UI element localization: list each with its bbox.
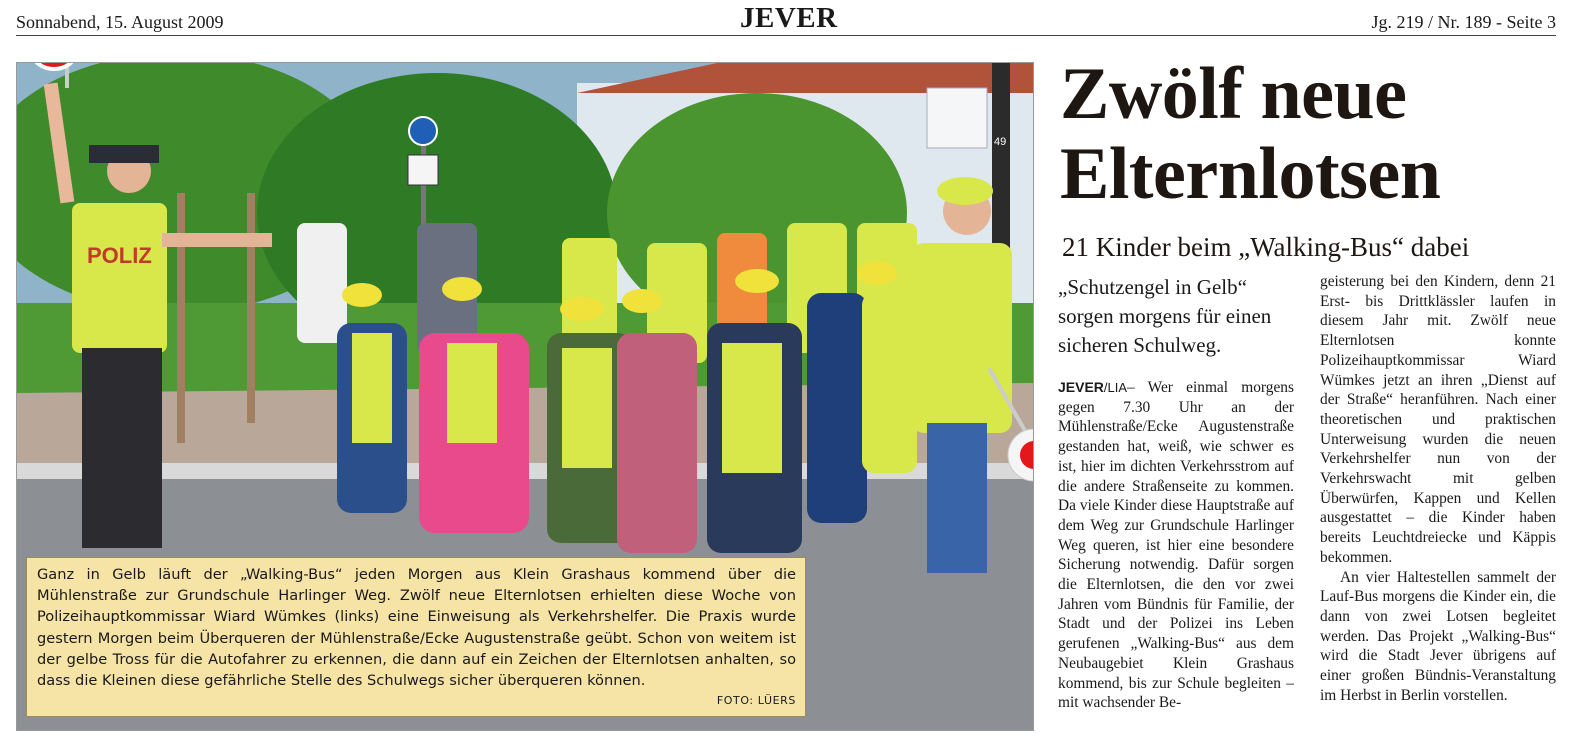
body-text-col1: – Wer einmal morgens gegen 7.30 Uhr an der Mühlenstraße/Ecke Augustenstraße gestanden hat, weiß, wie schwer es ist, hier im dichten Verkehrsstrom auf die andere Straßenseite zu kommen. Da viele Kinder diese Hauptstraße auf dem Weg zur Grundschule Harlinger Weg queren, ist hier eine besondere Sicherung notwendig. Dafür sorgen die Elternlotsen, die den vor zwei Jahren vom Bündnis für Familie, der Stadt und der Polizei ins Leben gerufenen „Walking-Bus“ aus dem Neubaugebiet Klein Grashaus kommend, bis zur Schule begleiten – mit wachsender Be- — [1058, 379, 1294, 712]
police-vest — [72, 203, 167, 353]
caption-text: Ganz in Gelb läuft der „Walking-Bus“ jeden Morgen aus Klein Grashaus kommend über die Mühlenstraße zur Grundschule Harlinger Weg. Zwölf neue Elternlotsen erhielten diese Woche von Polizeihauptkommissar Wiard Wümkes (links) eine Einweisung als Verkehrshelfer. Die Praxis wurde gestern Morgen beim Überqueren der Mühlenstraße/Ecke Augustenstraße geübt. Schon von weitem ist der gelbe Tross für die Autofahrer zu erkennen, die dann auf ein Zeichen der Elternlotsen anhalten, so dass die Kleinen diese gefährliche Stelle des Schulwegs sicher überqueren können. — [37, 566, 796, 690]
article-headline — [1060, 54, 1580, 214]
body-text-col2-p2: An vier Haltestellen sammelt der Lauf-Bus morgens die Kinder ein, die dann von zwei Lotsen begleitet werden. Das Projekt „Walking-Bus“ wird die Stadt Jever übrigens auf einer großen Bündnis-Veranstaltung im Herbst in Berlin vorstellen. — [1320, 568, 1556, 704]
header-rule — [16, 35, 1556, 36]
vest-lettering: POLIZ — [87, 243, 152, 268]
headline-line-2: Elternlotsen — [1060, 133, 1441, 215]
photo-caption — [26, 557, 806, 717]
author-tag: /LIA — [1103, 380, 1128, 395]
dateline: JEVER — [1058, 379, 1104, 395]
issue-number: Jg. 219 / Nr. 189 - Seite 3 — [1371, 12, 1556, 32]
article-subhead: 21 Kinder beim „Walking-Bus“ dabei — [1062, 232, 1470, 262]
article-column-1 — [1058, 378, 1294, 713]
page-header — [0, 0, 1584, 36]
house-number-label: 49 — [994, 136, 1007, 148]
article-column-2 — [1320, 272, 1556, 705]
photo-credit: FOTO: LÜERS — [716, 693, 796, 707]
section-title: JEVER — [740, 2, 838, 34]
article-kicker: „Schutzengel in Gelb“ sorgen morgens für einen sicheren Schulweg. — [1058, 275, 1272, 357]
issue-date: Sonnabend, 15. August 2009 — [16, 12, 224, 32]
bike-sign-icon — [409, 117, 437, 145]
headline-line-1: Zwölf neue — [1060, 53, 1407, 135]
body-text-col2-p1: geisterung bei den Kindern, denn 21 Erst- bis Drittklässler laufen in diesem Jahr mit. Zwölf neue Elternlotsen konnte Polizeihauptkommissar Wiard Wümkes jetzt an ihren „Dienst auf der Straße“ heranführen. Nach einer theoretischen und praktischen Unterweisung wurden die neuen Verkehrshelfer nun von der Verkehrswacht mit gelben Überwürfen, Kappen und Kellen ausgestattet – die Kinder haben bereits Leuchtdreiecke und Käppis bekommen. — [1320, 273, 1556, 566]
